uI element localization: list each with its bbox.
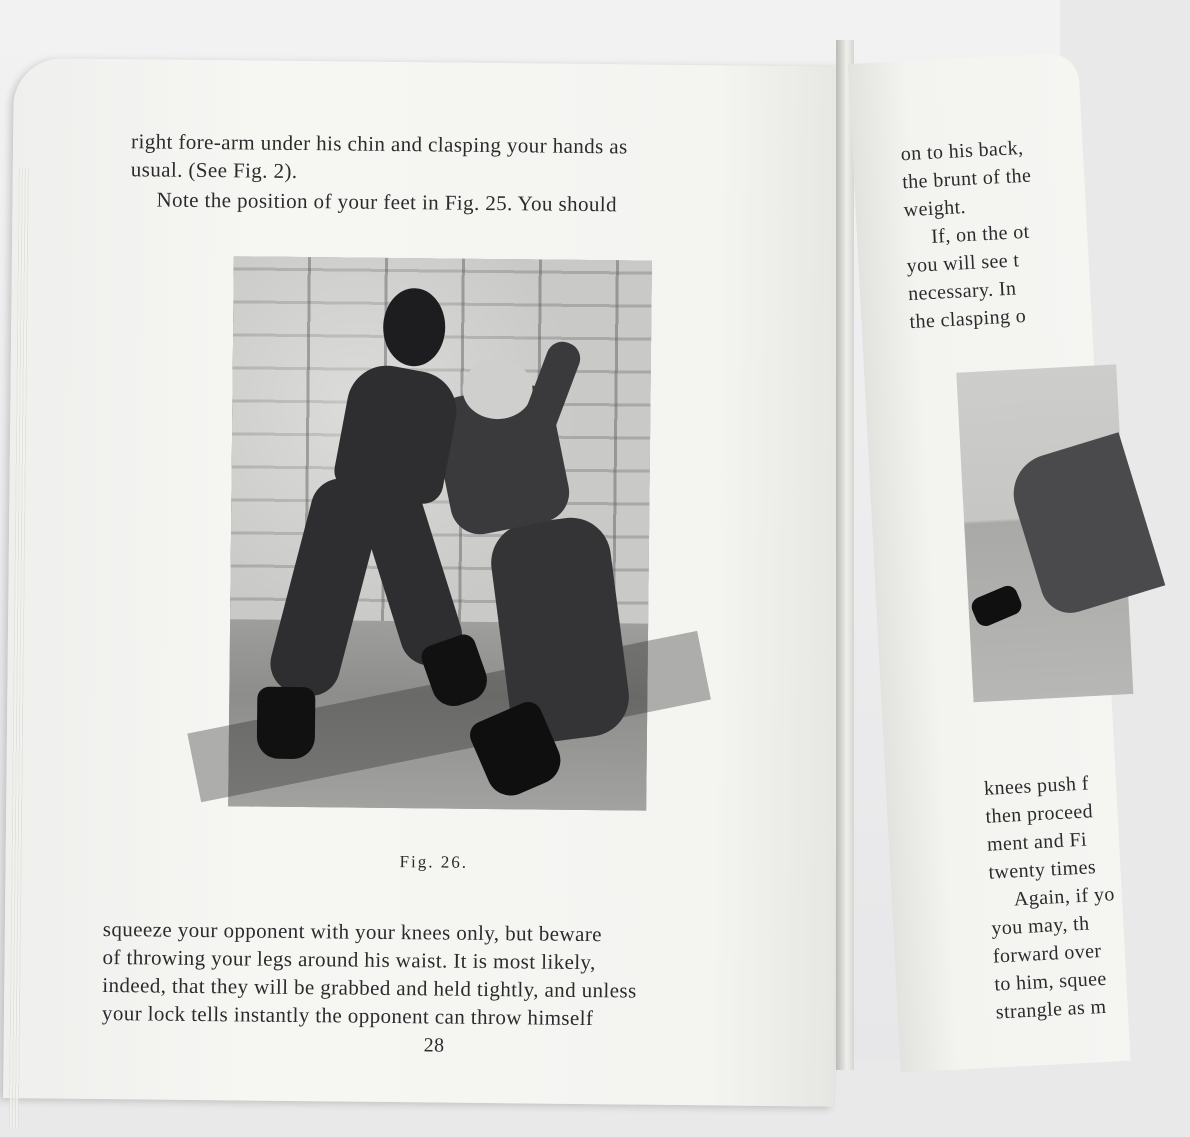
page-number: 28 (423, 1034, 445, 1057)
page-edge (9, 168, 29, 1128)
body-line: right fore-arm under his chin and clasping your hands as (131, 129, 628, 159)
body-line: the clasping o (909, 305, 1027, 334)
body-line: you will see t (906, 249, 1020, 278)
figure-photo (228, 256, 652, 810)
body-line: necessary. In (907, 277, 1017, 306)
body-line: ment and Fi (986, 828, 1088, 856)
body-line: forward over (992, 939, 1102, 968)
boot (257, 687, 316, 760)
body-line: to him, squee (993, 967, 1108, 996)
body-line: of throwing your legs around his waist. It is most likely, (102, 944, 596, 975)
body-line: your lock tells instantly the opponent can throw himself (101, 1000, 594, 1031)
body-line: on to his back, (900, 136, 1024, 166)
body-line: the brunt of the (901, 164, 1032, 194)
figure-photo-partial (956, 364, 1133, 702)
body-line: usual. (See Fig. 2). (130, 157, 298, 183)
body-line: Again, if yo (1013, 883, 1116, 911)
book-gutter (836, 40, 854, 1070)
body-line: twenty times (987, 856, 1097, 884)
figure-caption: Fig. 26. (399, 852, 469, 872)
body-line: If, on the ot (930, 220, 1031, 248)
person-right-head (462, 359, 533, 420)
body-line: strangle as m (995, 995, 1108, 1024)
body-line: indeed, that they will be grabbed and held tightly, and unless (102, 972, 637, 1003)
body-line: squeeze your opponent with your knees only, but beware (102, 916, 603, 947)
body-line: you may, th (990, 912, 1090, 940)
body-line: weight. (903, 196, 967, 222)
body-line: Note the position of your feet in Fig. 25. You should (156, 187, 618, 217)
body-line: knees push f (983, 772, 1090, 800)
body-line: then proceed (985, 800, 1094, 828)
left-page (3, 58, 844, 1107)
